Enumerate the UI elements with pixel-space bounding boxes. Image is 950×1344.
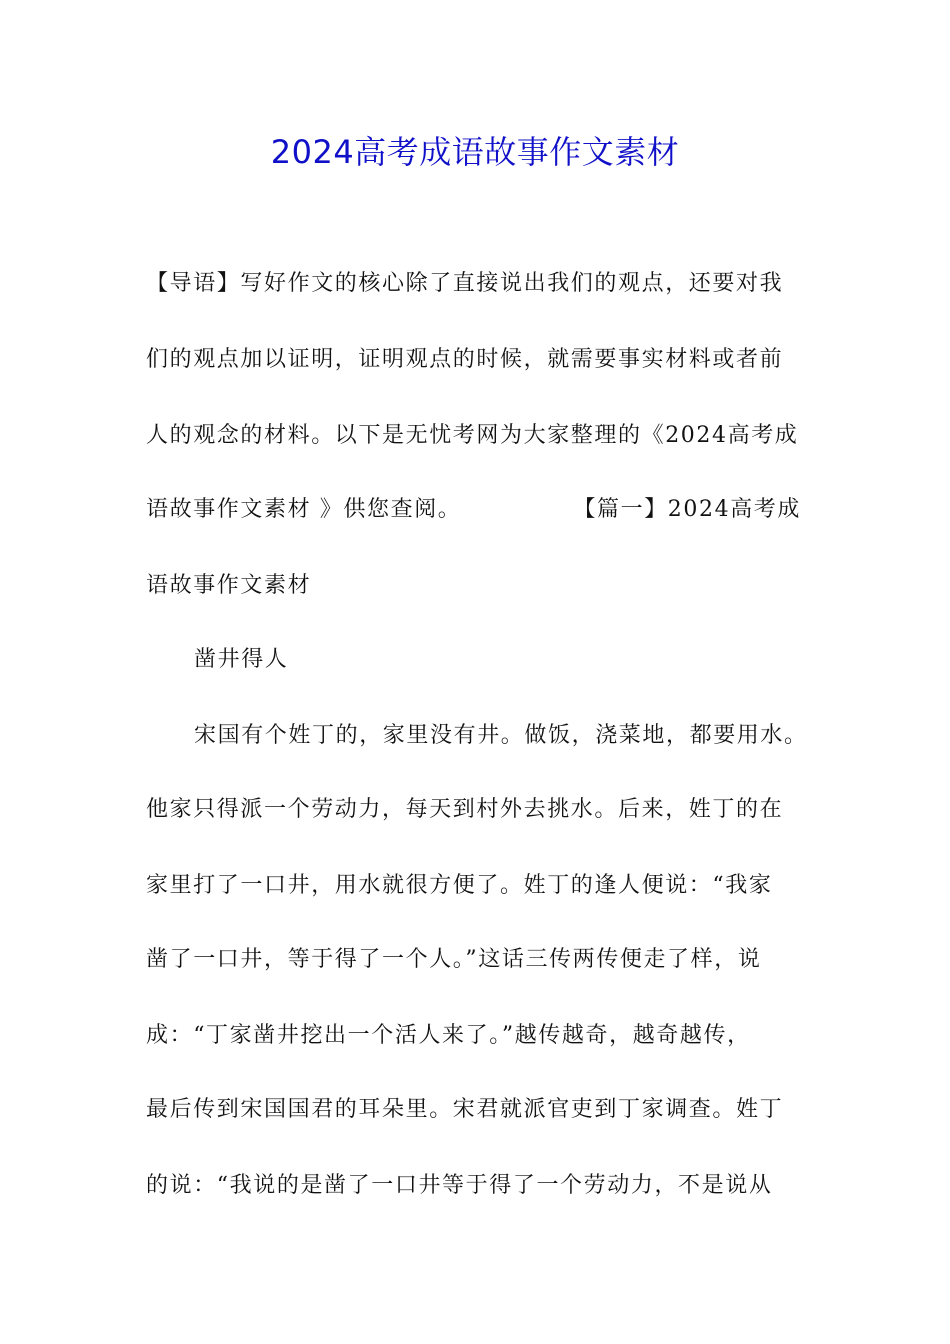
text-line: 凿了一口井，等于得了一个人。”这话三传两传便走了样，说 — [146, 947, 762, 972]
text-line: 家里打了一口井，用水就很方便了。姓丁的逢人便说：“我家 — [146, 873, 773, 898]
story-title: 凿井得人 — [194, 647, 289, 672]
text-line: 语故事作文素材 — [146, 573, 312, 598]
text-line: 他家只得派一个劳动力，每天到村外去挑水。后来，姓丁的在 — [146, 797, 784, 822]
text-line: 的说：“我说的是凿了一口井等于得了一个劳动力，不是说从 — [146, 1173, 773, 1198]
text-line: 最后传到宋国国君的耳朵里。宋君就派官吏到丁家调查。姓丁 — [146, 1097, 784, 1122]
text-line: 人的观念的材料。以下是无忧考网为大家整理的《2024高考成 — [146, 423, 799, 448]
text-segment: 语故事作文素材 》供您查阅。 — [146, 497, 462, 522]
text-line: 宋国有个姓丁的，家里没有井。做饭，浇菜地，都要用水。 — [194, 723, 808, 748]
text-line: 成：“丁家凿井挖出一个活人来了。”越传越奇，越奇越传， — [146, 1023, 751, 1048]
text-line: 们的观点加以证明，证明观点的时候，就需要事实材料或者前 — [146, 347, 784, 372]
text-line-with-section-heading — [146, 490, 836, 530]
section-heading: 【篇一】2024高考成 — [573, 497, 801, 522]
document-title: 2024高考成语故事作文素材 — [270, 133, 680, 171]
text-line: 【导语】写好作文的核心除了直接说出我们的观点，还要对我 — [146, 271, 784, 296]
